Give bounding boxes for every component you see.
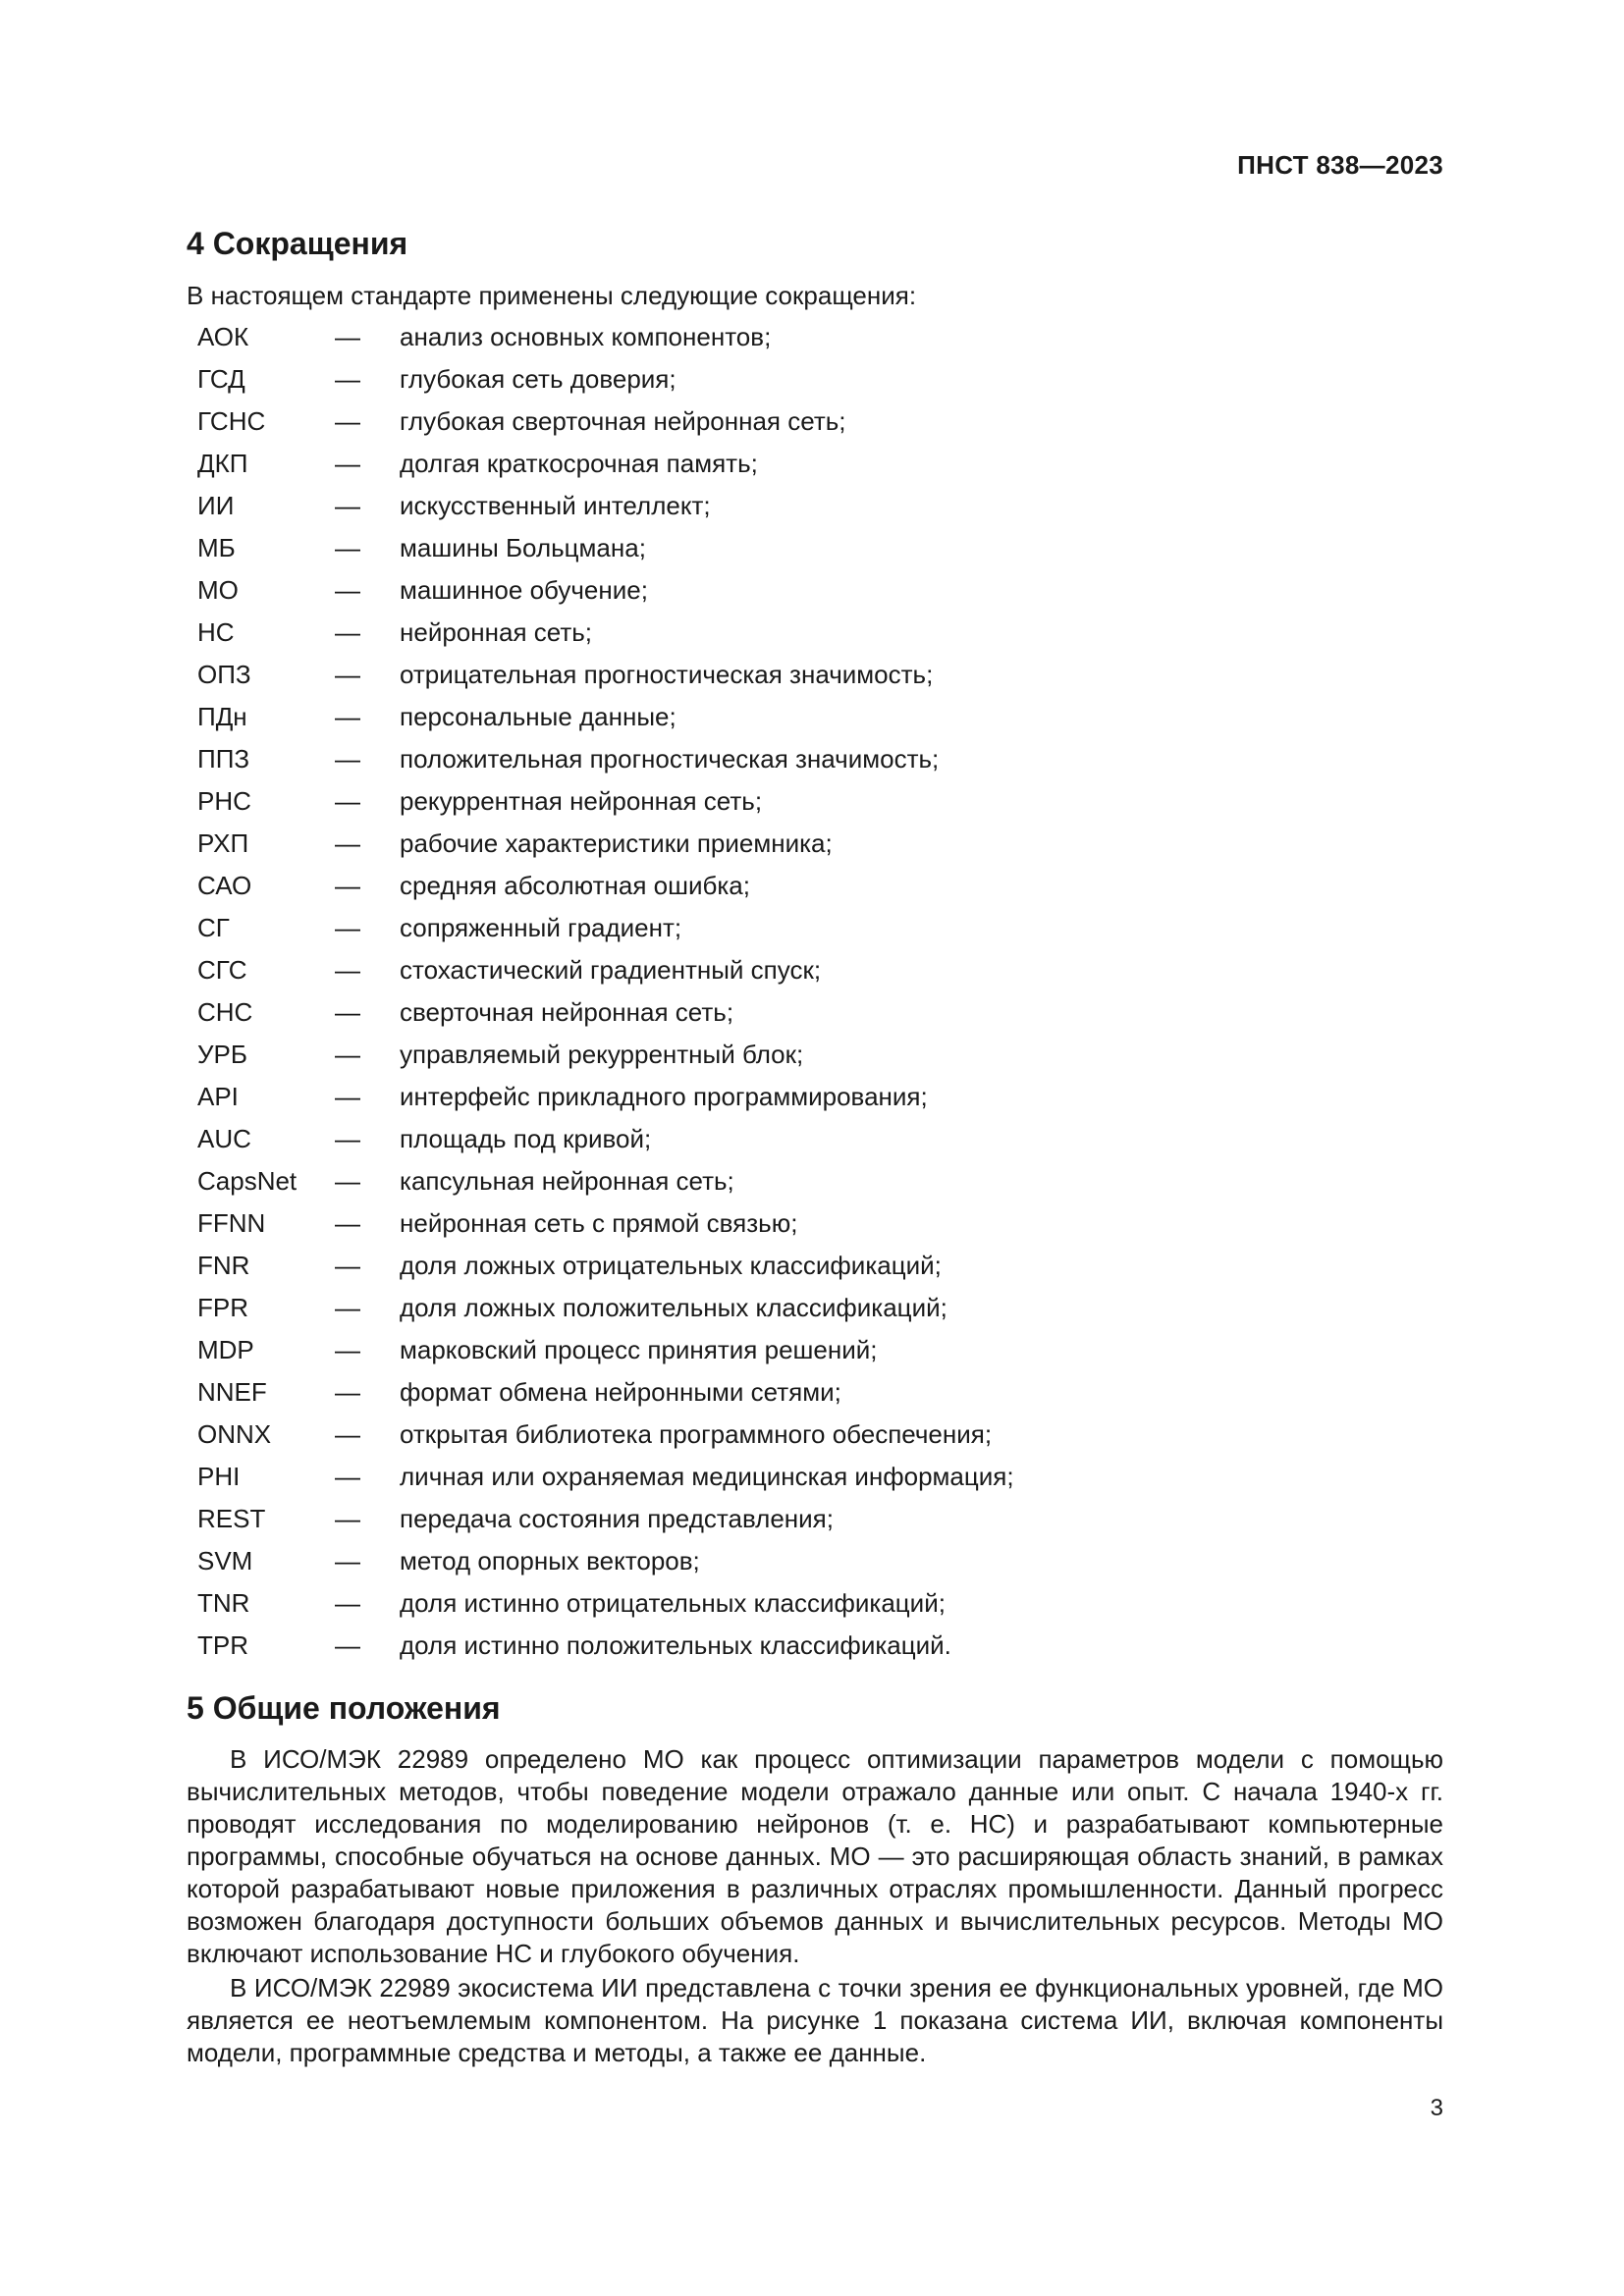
abbreviation-term: NNEF	[197, 1377, 267, 1407]
abbreviation-definition: открытая библиотека программного обеспечения;	[400, 1419, 993, 1449]
abbreviation-row	[197, 485, 1277, 527]
abbreviation-definition: капсульная нейронная сеть;	[400, 1166, 734, 1196]
abbreviation-definition: глубокая сеть доверия;	[400, 364, 677, 394]
abbreviation-dash: —	[335, 913, 360, 942]
abbreviation-term: CapsNet	[197, 1166, 298, 1196]
abbreviations-list	[197, 316, 1277, 1667]
section-5-title: 5 Общие положения	[187, 1690, 501, 1726]
abbreviation-term: AUC	[197, 1124, 251, 1153]
abbreviation-term: СНС	[197, 997, 253, 1027]
abbreviation-definition: машинное обучение;	[400, 575, 648, 605]
abbreviation-term: ИИ	[197, 491, 235, 520]
abbreviation-dash: —	[335, 1462, 360, 1491]
abbreviation-dash: —	[335, 364, 360, 394]
abbreviation-dash: —	[335, 828, 360, 858]
abbreviation-definition: интерфейс прикладного программирования;	[400, 1082, 928, 1111]
abbreviation-definition: площадь под кривой;	[400, 1124, 652, 1153]
abbreviation-term: РНС	[197, 786, 251, 816]
abbreviation-dash: —	[335, 406, 360, 436]
abbreviation-dash: —	[335, 491, 360, 520]
abbreviation-term: МО	[197, 575, 239, 605]
abbreviation-term: FNR	[197, 1251, 250, 1280]
abbreviation-row	[197, 738, 1277, 780]
abbreviation-definition: отрицательная прогностическая значимость;	[400, 660, 934, 689]
abbreviation-row	[197, 443, 1277, 485]
abbreviation-term: API	[197, 1082, 239, 1111]
abbreviation-term: SVM	[197, 1546, 253, 1575]
abbreviation-definition: нейронная сеть с прямой связью;	[400, 1208, 798, 1238]
section-4-title: 4 Сокращения	[187, 226, 408, 261]
abbreviation-definition: рабочие характеристики приемника;	[400, 828, 833, 858]
abbreviation-definition: нейронная сеть;	[400, 617, 593, 647]
abbreviation-dash: —	[335, 1124, 360, 1153]
abbreviation-dash: —	[335, 1546, 360, 1575]
abbreviation-row	[197, 1202, 1277, 1245]
abbreviation-row	[197, 316, 1277, 358]
section-5-paragraph-1: В ИСО/МЭК 22989 определено МО как процесс оптимизации параметров модели с помощью вычислительных методов, чтобы поведение модели отражало данные или опыт. С начала 1940-х гг. проводят исследования по моделированию нейронов (т. е. НС) и разрабатывают компьютерные программы, способные обучаться на основе данных. МО — это расширяющая область знаний, в рамках которой разрабатывают новые приложения в различных отраслях промышленности. Данный прогресс возможен благодаря доступности больших объемов данных и вычислительных ресурсов. Методы МО включают использование НС и глубокого обучения.	[187, 1744, 1443, 1968]
abbreviation-row	[197, 1160, 1277, 1202]
section-5-paragraph-2: В ИСО/МЭК 22989 экосистема ИИ представлена с точки зрения ее функциональных уровней, где МО является ее неотъемлемым компонентом. На рисунке 1 показана система ИИ, включая компоненты модели, программные средства и методы, а также ее данные.	[187, 1973, 1443, 2067]
abbreviation-definition: положительная прогностическая значимость;	[400, 744, 940, 774]
abbreviation-term: НС	[197, 617, 235, 647]
abbreviation-definition: передача состояния представления;	[400, 1504, 834, 1533]
abbreviation-term: FPR	[197, 1293, 248, 1322]
abbreviation-definition: средняя абсолютная ошибка;	[400, 871, 750, 900]
abbreviation-dash: —	[335, 1293, 360, 1322]
abbreviation-dash: —	[335, 660, 360, 689]
page-number: 3	[1430, 2095, 1443, 2121]
abbreviation-dash: —	[335, 1082, 360, 1111]
abbreviation-definition: формат обмена нейронными сетями;	[400, 1377, 841, 1407]
abbreviation-term: ГСНС	[197, 406, 266, 436]
abbreviation-row	[197, 1414, 1277, 1456]
abbreviation-definition: доля ложных отрицательных классификаций;	[400, 1251, 942, 1280]
abbreviation-term: МБ	[197, 533, 236, 562]
abbreviation-term: ГСД	[197, 364, 245, 394]
abbreviation-term: REST	[197, 1504, 266, 1533]
abbreviation-dash: —	[335, 1166, 360, 1196]
abbreviation-definition: управляемый рекуррентный блок;	[400, 1040, 804, 1069]
abbreviation-definition: персональные данные;	[400, 702, 677, 731]
abbreviation-dash: —	[335, 449, 360, 478]
abbreviation-row	[197, 907, 1277, 949]
abbreviation-definition: сопряженный градиент;	[400, 913, 682, 942]
abbreviation-term: TNR	[197, 1588, 250, 1618]
abbreviation-row	[197, 780, 1277, 823]
abbreviation-term: PHI	[197, 1462, 241, 1491]
abbreviation-row	[197, 1034, 1277, 1076]
abbreviation-dash: —	[335, 617, 360, 647]
abbreviation-row	[197, 696, 1277, 738]
abbreviation-definition: искусственный интеллект;	[400, 491, 711, 520]
abbreviation-term: САО	[197, 871, 252, 900]
abbreviation-row	[197, 1245, 1277, 1287]
abbreviation-row	[197, 569, 1277, 612]
abbreviation-row	[197, 358, 1277, 400]
abbreviation-definition: марковский процесс принятия решений;	[400, 1335, 878, 1364]
abbreviation-term: СГС	[197, 955, 247, 985]
abbreviation-term: MDP	[197, 1335, 254, 1364]
abbreviation-definition: долгая краткосрочная память;	[400, 449, 758, 478]
abbreviation-dash: —	[335, 533, 360, 562]
abbreviation-term: АОК	[197, 322, 249, 351]
abbreviation-term: ДКП	[197, 449, 248, 478]
abbreviation-row	[197, 1329, 1277, 1371]
document-id: ПНСТ 838—2023	[1237, 150, 1443, 180]
abbreviation-row	[197, 527, 1277, 569]
abbreviation-row	[197, 1076, 1277, 1118]
abbreviation-term: FFNN	[197, 1208, 266, 1238]
abbreviation-row	[197, 1287, 1277, 1329]
abbreviation-dash: —	[335, 1040, 360, 1069]
abbreviation-term: РХП	[197, 828, 249, 858]
abbreviation-definition: метод опорных векторов;	[400, 1546, 700, 1575]
abbreviation-dash: —	[335, 786, 360, 816]
abbreviation-dash: —	[335, 1504, 360, 1533]
abbreviation-row	[197, 1371, 1277, 1414]
abbreviation-dash: —	[335, 1377, 360, 1407]
abbreviation-row	[197, 654, 1277, 696]
abbreviation-term: ПДн	[197, 702, 247, 731]
abbreviation-definition: личная или охраняемая медицинская информация;	[400, 1462, 1014, 1491]
abbreviation-term: ППЗ	[197, 744, 250, 774]
abbreviation-dash: —	[335, 1208, 360, 1238]
abbreviation-row	[197, 949, 1277, 991]
abbreviation-dash: —	[335, 1335, 360, 1364]
abbreviation-row	[197, 1540, 1277, 1582]
abbreviation-term: ONNX	[197, 1419, 272, 1449]
abbreviation-dash: —	[335, 955, 360, 985]
abbreviation-row	[197, 400, 1277, 443]
abbreviation-definition: анализ основных компонентов;	[400, 322, 772, 351]
abbreviation-row	[197, 823, 1277, 865]
abbreviation-row	[197, 1625, 1277, 1667]
abbreviation-dash: —	[335, 575, 360, 605]
abbreviation-row	[197, 1582, 1277, 1625]
abbreviation-dash: —	[335, 744, 360, 774]
abbreviation-row	[197, 1118, 1277, 1160]
abbreviation-term: УРБ	[197, 1040, 247, 1069]
abbreviation-definition: доля ложных положительных классификаций;	[400, 1293, 947, 1322]
abbreviation-dash: —	[335, 1630, 360, 1660]
abbreviation-definition: рекуррентная нейронная сеть;	[400, 786, 763, 816]
abbreviation-dash: —	[335, 1251, 360, 1280]
section-4-intro: В настоящем стандарте применены следующие сокращения:	[187, 281, 917, 310]
abbreviation-term: ОПЗ	[197, 660, 251, 689]
abbreviation-term: TPR	[197, 1630, 248, 1660]
abbreviation-dash: —	[335, 322, 360, 351]
abbreviation-dash: —	[335, 997, 360, 1027]
abbreviation-row	[197, 1456, 1277, 1498]
abbreviation-definition: стохастический градиентный спуск;	[400, 955, 822, 985]
abbreviation-term: СГ	[197, 913, 230, 942]
abbreviation-row	[197, 865, 1277, 907]
abbreviation-definition: сверточная нейронная сеть;	[400, 997, 734, 1027]
abbreviation-definition: доля истинно отрицательных классификаций;	[400, 1588, 946, 1618]
abbreviation-definition: глубокая сверточная нейронная сеть;	[400, 406, 846, 436]
abbreviation-definition: доля истинно положительных классификаций.	[400, 1630, 951, 1660]
abbreviation-definition: машины Больцмана;	[400, 533, 646, 562]
abbreviation-dash: —	[335, 871, 360, 900]
abbreviation-row	[197, 1498, 1277, 1540]
abbreviation-dash: —	[335, 1588, 360, 1618]
abbreviation-row	[197, 991, 1277, 1034]
abbreviation-dash: —	[335, 702, 360, 731]
abbreviation-row	[197, 612, 1277, 654]
abbreviation-dash: —	[335, 1419, 360, 1449]
